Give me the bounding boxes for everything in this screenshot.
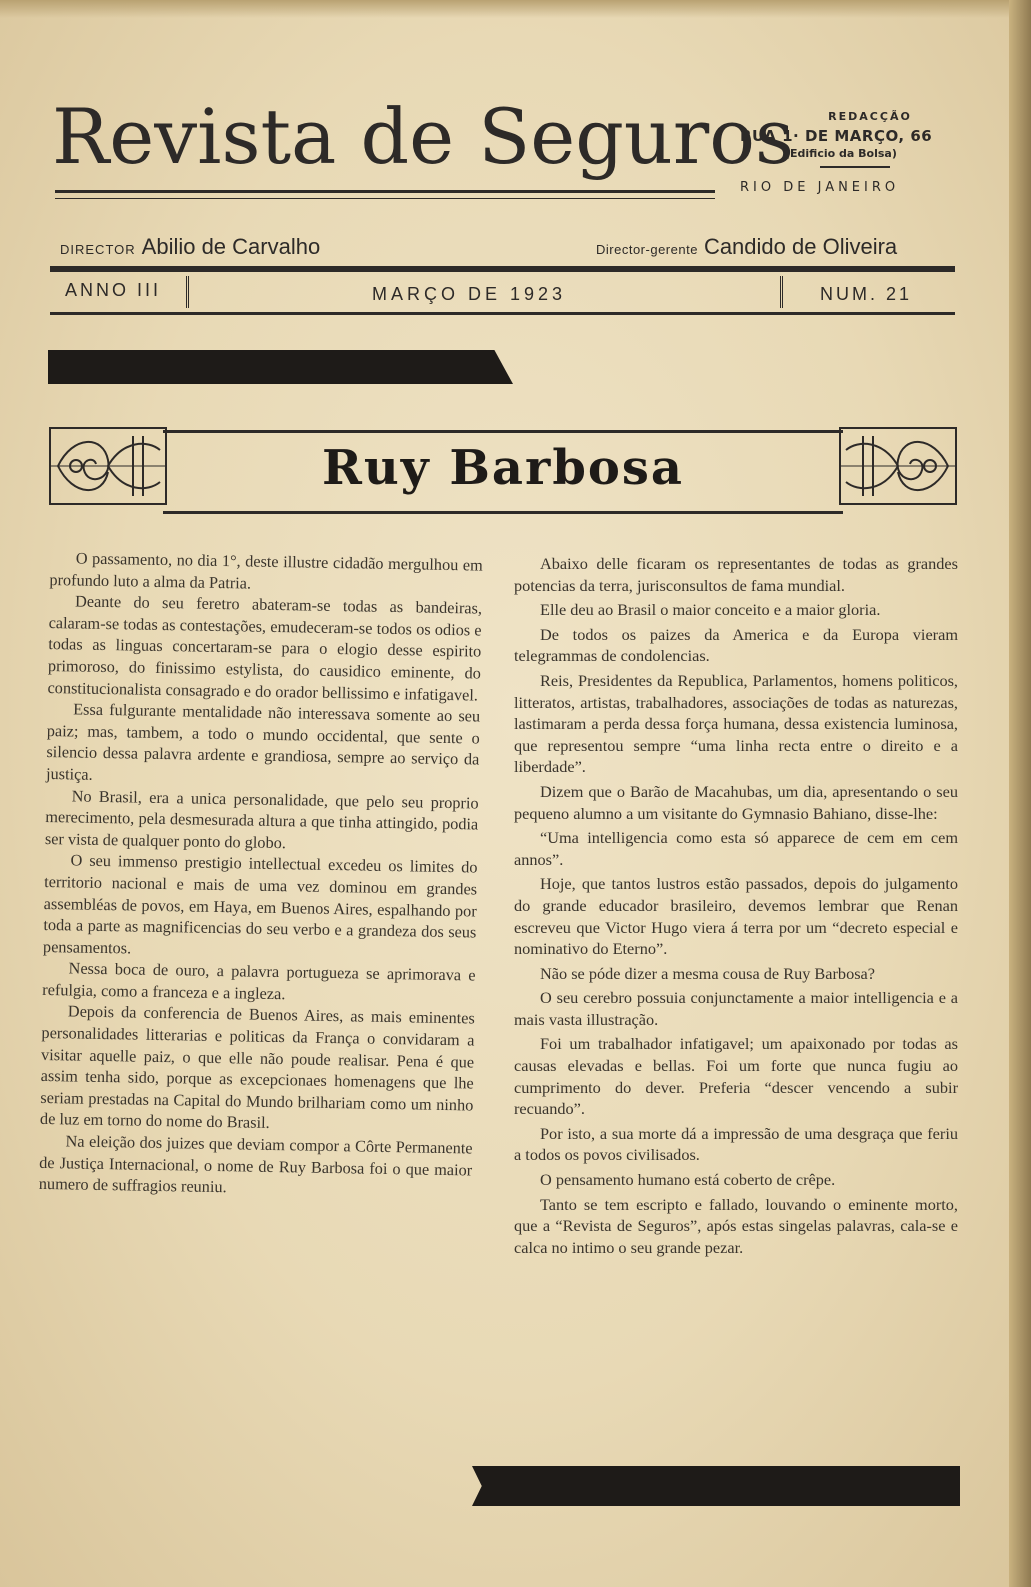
director-label: DIRECTOR: [60, 242, 136, 257]
paragraph: No Brasil, era a unica personalidade, que pelo seu proprio merecimento, pela desmesurada altura a que tinha attingido, podia ser vista de qualquer ponto do globo.: [44, 785, 479, 852]
paragraph: Na eleição dos juizes que deviam compor a Côrte Permanente de Justiça Internacional, o nome de Ruy Barbosa foi o que maior numero de suffragios reuniu.: [38, 1131, 473, 1197]
magazine-title: Revista de Seguros: [52, 92, 794, 181]
paragraph: Nessa boca de ouro, a palavra portugueza se aprimorava e refulgia, como a franceza e a ingleza.: [42, 958, 476, 1004]
issue-anno: ANNO III: [65, 280, 162, 300]
paragraph: Abaixo delle ficaram os representantes de todas as grandes potencias da terra, jurisconsultos de fama mundial.: [514, 554, 958, 595]
paragraph: O seu cerebro possuia conjunctamente a maior intelligencia e a mais vasta illustração.: [514, 988, 958, 1029]
issue-divider: [780, 276, 783, 308]
paragraph: Por isto, a sua morte dá a impressão de uma desgraça que feriu a todos os povos civilisados.: [514, 1123, 958, 1165]
ornament-right-icon: [838, 420, 958, 510]
paragraph: Tanto se tem escripto e fallado, louvando o eminente morto, que a “Revista de Seguros”, após estas singelas palavras, cala-se e calca no intimo o seu grande pezar.: [514, 1194, 958, 1257]
decorative-black-bar: [48, 350, 513, 384]
director-gerente: [596, 234, 897, 260]
paragraph: O seu immenso prestigio intellectual excedeu os limites do territorio nacional e mais de uma vez dominou em grandes assembléas de povos, em Haya, em Buenos Aires, espalhando por toda a parte as magnificencias do seu verbo e a grandeza dos seus pensamentos.: [42, 850, 478, 958]
issue-divider: [186, 276, 189, 308]
page-binding-edge: [1009, 0, 1031, 1587]
issue-date: MARÇO DE 1923: [372, 284, 567, 304]
issue-info-row: [50, 276, 955, 310]
paragraph: Não se póde dizer a mesma cousa de Ruy Barbosa?: [540, 963, 876, 983]
paragraph: Essa fulgurante mentalidade não interessava somente ao seu paiz; mas, tambem, a todo o mundo occidental, que sente o silencio dessa palavra ardente e grandiosa, sempre ao serviço da justiça.: [45, 699, 481, 784]
article-title: Ruy Barbosa: [321, 440, 685, 496]
masthead-rule-thin: [55, 198, 715, 199]
director-name: Abilio de Carvalho: [141, 234, 321, 259]
article-title-banner: [48, 420, 958, 520]
issue-bar-top: [50, 266, 955, 272]
redaccao-building: (Edificio da Bolsa): [785, 147, 897, 160]
paragraph: Elle deu ao Brasil o maior conceito e a maior gloria.: [540, 600, 881, 620]
redaccao-address: RUA 1· DE MARÇO, 66: [740, 127, 933, 145]
paragraph: Depois da conferencia de Buenos Aires, as mais eminentes personalidades litterarias e politicas da França o convidaram a visitar aquelle paiz, o que elle não poude realisar. Pena é que assim tenha sido, porque as excepcionaes homenagens que lhe seriam prestadas na Capital do Mundo brilhariam como um ninho de luz em torno do nome do Brasil.: [39, 1001, 476, 1133]
paragraph: “Uma intelligencia como esta só apparece de cem em cem annos”.: [514, 828, 958, 869]
director: [60, 234, 320, 260]
paragraph: Deante do seu feretro abateram-se todas as bandeiras, calaram-se todas as contestações, emudeceram-se todos os odios e todas as linguas concertaram-se para o elogio desse espirito primoroso, do finissimo estylista, do causidico eminente, do constitucionalista consagrado e do orador bellissimo e infatigavel.: [47, 591, 483, 705]
gerente-name: Candido de Oliveira: [703, 234, 898, 259]
gerente-label: Director-gerente: [596, 242, 698, 257]
page-shadow-top: [0, 0, 1031, 18]
article-column-left: [39, 547, 483, 1202]
issue-number: NUM. 21: [820, 284, 913, 304]
paragraph: Dizem que o Barão de Macahubas, um dia, apresentando o seu pequeno alumno a um visitante do Gymnasio Bahiano, disse-lhe:: [514, 781, 958, 823]
ornament-left-icon: [48, 420, 168, 510]
paragraph: Hoje, que tantos lustros estão passados, depois do julgamento do grande educador brasileiro, devemos lembrar que Renan escreveu que Victor Hugo viera á terra por um “decreto especial e nominativo do Eterno”.: [514, 874, 958, 959]
masthead-rule: [55, 190, 715, 193]
redaccao-block: [740, 110, 960, 195]
paragraph: O pensamento humano está coberto de crêpe.: [540, 1170, 836, 1190]
issue-bar-bottom: [50, 312, 955, 315]
redaccao-city: RIO DE JANEIRO: [740, 180, 900, 195]
decorative-black-bar-bottom: [472, 1466, 960, 1506]
paragraph: Reis, Presidentes da Republica, Parlamentos, homens politicos, litteratos, artistas, trabalhadores, associações de todas as naturezas, lastimaram a perda dessa força humana, dessa existencia luminosa, que representou sempre “uma linha recta entre o direito e a liberdade”.: [514, 670, 958, 777]
paragraph: O passamento, no dia 1°, deste illustre cidadão mergulhou em profundo luto a alma da Patria.: [49, 548, 483, 593]
redaccao-rule: [820, 166, 890, 168]
article-column-right: [514, 553, 958, 1261]
paragraph: Foi um trabalhador infatigavel; um apaixonado por todas as causas elevadas e bellas. Foi um forte que nunca fugiu ao cumprimento do dever. Preferia “descer vencendo a subir recuando”.: [514, 1034, 958, 1119]
paragraph: De todos os paizes da America e da Europa vieram telegrammas de condolencias.: [514, 624, 958, 666]
redaccao-label: REDACÇÃO: [828, 110, 912, 123]
